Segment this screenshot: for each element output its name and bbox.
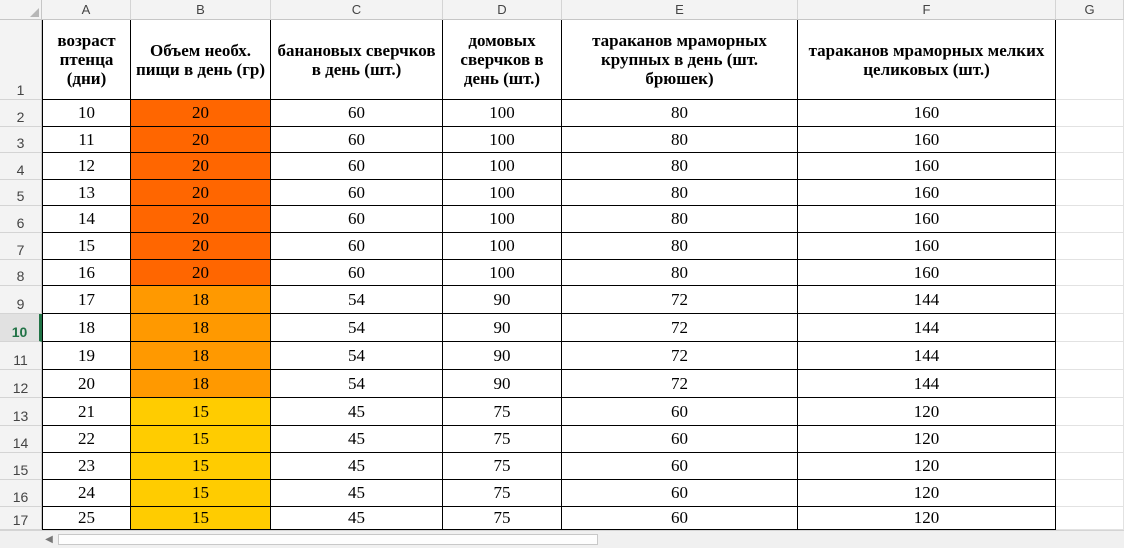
empty-cell-g10[interactable] xyxy=(1056,314,1124,342)
cell-d6[interactable]: 100 xyxy=(443,206,562,233)
cell-e15[interactable]: 60 xyxy=(562,453,798,480)
cell-e14[interactable]: 60 xyxy=(562,426,798,453)
cell-e5[interactable]: 80 xyxy=(562,180,798,206)
cell-f13[interactable]: 120 xyxy=(798,398,1056,426)
cell-b13[interactable]: 15 xyxy=(131,398,271,426)
cell-c4[interactable]: 60 xyxy=(271,153,443,180)
row-header-14[interactable]: 14 xyxy=(0,426,42,453)
cell-d11[interactable]: 90 xyxy=(443,342,562,370)
cell-f7[interactable]: 160 xyxy=(798,233,1056,260)
cell-b14[interactable]: 15 xyxy=(131,426,271,453)
cell-e7[interactable]: 80 xyxy=(562,233,798,260)
row-header-7[interactable]: 7 xyxy=(0,233,42,260)
column-header-b[interactable]: B xyxy=(131,0,271,20)
cell-b2[interactable]: 20 xyxy=(131,100,271,127)
cell-b12[interactable]: 18 xyxy=(131,370,271,398)
cell-b10[interactable]: 18 xyxy=(131,314,271,342)
column-header-d[interactable]: D xyxy=(443,0,562,20)
cell-f4[interactable]: 160 xyxy=(798,153,1056,180)
cell-b9[interactable]: 18 xyxy=(131,286,271,314)
cell-e11[interactable]: 72 xyxy=(562,342,798,370)
cell-c9[interactable]: 54 xyxy=(271,286,443,314)
cell-e2[interactable]: 80 xyxy=(562,100,798,127)
cell-e3[interactable]: 80 xyxy=(562,127,798,153)
cell-b11[interactable]: 18 xyxy=(131,342,271,370)
cell-f12[interactable]: 144 xyxy=(798,370,1056,398)
cell-e6[interactable]: 80 xyxy=(562,206,798,233)
cell-c6[interactable]: 60 xyxy=(271,206,443,233)
cell-b3[interactable]: 20 xyxy=(131,127,271,153)
column-header-e[interactable]: E xyxy=(562,0,798,20)
cell-b17[interactable]: 15 xyxy=(131,507,271,530)
cell-a10[interactable]: 18 xyxy=(42,314,131,342)
cell-c11[interactable]: 54 xyxy=(271,342,443,370)
cell-d4[interactable]: 100 xyxy=(443,153,562,180)
cell-d15[interactable]: 75 xyxy=(443,453,562,480)
cell-e17[interactable]: 60 xyxy=(562,507,798,530)
cell-f8[interactable]: 160 xyxy=(798,260,1056,286)
scroll-left-arrow-icon[interactable]: ◀ xyxy=(45,534,53,545)
row-header-13[interactable]: 13 xyxy=(0,398,42,426)
cell-d10[interactable]: 90 xyxy=(443,314,562,342)
empty-cell-g16[interactable] xyxy=(1056,480,1124,507)
select-all-corner[interactable] xyxy=(0,0,42,20)
cell-a12[interactable]: 20 xyxy=(42,370,131,398)
cell-f10[interactable]: 144 xyxy=(798,314,1056,342)
row-header-5[interactable]: 5 xyxy=(0,180,42,206)
cell-c3[interactable]: 60 xyxy=(271,127,443,153)
column-header-a[interactable]: A xyxy=(42,0,131,20)
row-header-17[interactable]: 17 xyxy=(0,507,42,530)
scrollbar-thumb[interactable] xyxy=(58,534,598,545)
cell-a9[interactable]: 17 xyxy=(42,286,131,314)
empty-cell-g4[interactable] xyxy=(1056,153,1124,180)
cell-d7[interactable]: 100 xyxy=(443,233,562,260)
cell-c8[interactable]: 60 xyxy=(271,260,443,286)
header-cell-f[interactable]: тараканов мраморных мелких целиковых (шт.) xyxy=(798,20,1056,100)
column-header-f[interactable]: F xyxy=(798,0,1056,20)
cell-b4[interactable]: 20 xyxy=(131,153,271,180)
cell-f16[interactable]: 120 xyxy=(798,480,1056,507)
header-cell-c[interactable]: банановых сверчков в день (шт.) xyxy=(271,20,443,100)
cell-e12[interactable]: 72 xyxy=(562,370,798,398)
cell-a16[interactable]: 24 xyxy=(42,480,131,507)
cell-b8[interactable]: 20 xyxy=(131,260,271,286)
empty-cell-g3[interactable] xyxy=(1056,127,1124,153)
cell-f14[interactable]: 120 xyxy=(798,426,1056,453)
cell-c17[interactable]: 45 xyxy=(271,507,443,530)
cell-d8[interactable]: 100 xyxy=(443,260,562,286)
cell-a15[interactable]: 23 xyxy=(42,453,131,480)
empty-cell-g11[interactable] xyxy=(1056,342,1124,370)
empty-cell-g2[interactable] xyxy=(1056,100,1124,127)
cell-a13[interactable]: 21 xyxy=(42,398,131,426)
cell-c14[interactable]: 45 xyxy=(271,426,443,453)
empty-cell-g14[interactable] xyxy=(1056,426,1124,453)
cell-e9[interactable]: 72 xyxy=(562,286,798,314)
row-header-8[interactable]: 8 xyxy=(0,260,42,286)
empty-cell-g9[interactable] xyxy=(1056,286,1124,314)
cell-f11[interactable]: 144 xyxy=(798,342,1056,370)
row-header-12[interactable]: 12 xyxy=(0,370,42,398)
cell-e10[interactable]: 72 xyxy=(562,314,798,342)
column-header-g[interactable]: G xyxy=(1056,0,1124,20)
row-header-4[interactable]: 4 xyxy=(0,153,42,180)
row-header-3[interactable]: 3 xyxy=(0,127,42,153)
cell-c10[interactable]: 54 xyxy=(271,314,443,342)
cell-a11[interactable]: 19 xyxy=(42,342,131,370)
empty-cell-g17[interactable] xyxy=(1056,507,1124,530)
row-header-6[interactable]: 6 xyxy=(0,206,42,233)
cell-f9[interactable]: 144 xyxy=(798,286,1056,314)
row-header-15[interactable]: 15 xyxy=(0,453,42,480)
empty-cell-g7[interactable] xyxy=(1056,233,1124,260)
header-cell-b[interactable]: Объем необх. пищи в день (гр) xyxy=(131,20,271,100)
cell-b16[interactable]: 15 xyxy=(131,480,271,507)
empty-cell-g6[interactable] xyxy=(1056,206,1124,233)
header-cell-e[interactable]: тараканов мраморных крупных в день (шт. брюшек) xyxy=(562,20,798,100)
row-header-2[interactable]: 2 xyxy=(0,100,42,127)
cell-a2[interactable]: 10 xyxy=(42,100,131,127)
empty-cell-g5[interactable] xyxy=(1056,180,1124,206)
cell-c13[interactable]: 45 xyxy=(271,398,443,426)
cell-c16[interactable]: 45 xyxy=(271,480,443,507)
row-header-9[interactable]: 9 xyxy=(0,286,42,314)
cell-d13[interactable]: 75 xyxy=(443,398,562,426)
row-header-1[interactable]: 1 xyxy=(0,20,42,100)
cell-f2[interactable]: 160 xyxy=(798,100,1056,127)
cell-b5[interactable]: 20 xyxy=(131,180,271,206)
cell-a14[interactable]: 22 xyxy=(42,426,131,453)
cell-d9[interactable]: 90 xyxy=(443,286,562,314)
row-header-16[interactable]: 16 xyxy=(0,480,42,507)
row-header-10[interactable]: 10 xyxy=(0,314,42,342)
cell-b6[interactable]: 20 xyxy=(131,206,271,233)
cell-a17[interactable]: 25 xyxy=(42,507,131,530)
cell-f17[interactable]: 120 xyxy=(798,507,1056,530)
cell-f15[interactable]: 120 xyxy=(798,453,1056,480)
empty-cell-g13[interactable] xyxy=(1056,398,1124,426)
empty-cell-g1[interactable] xyxy=(1056,20,1124,100)
empty-cell-g12[interactable] xyxy=(1056,370,1124,398)
cell-d16[interactable]: 75 xyxy=(443,480,562,507)
cell-e13[interactable]: 60 xyxy=(562,398,798,426)
cell-d12[interactable]: 90 xyxy=(443,370,562,398)
empty-cell-g8[interactable] xyxy=(1056,260,1124,286)
horizontal-scrollbar[interactable] xyxy=(0,530,1124,548)
cell-f3[interactable]: 160 xyxy=(798,127,1056,153)
cell-e16[interactable]: 60 xyxy=(562,480,798,507)
cell-a4[interactable]: 12 xyxy=(42,153,131,180)
cell-c7[interactable]: 60 xyxy=(271,233,443,260)
cell-c12[interactable]: 54 xyxy=(271,370,443,398)
cell-d5[interactable]: 100 xyxy=(443,180,562,206)
cell-a3[interactable]: 11 xyxy=(42,127,131,153)
header-cell-a[interactable]: возраст птенца (дни) xyxy=(42,20,131,100)
column-header-c[interactable]: C xyxy=(271,0,443,20)
cell-d14[interactable]: 75 xyxy=(443,426,562,453)
empty-cell-g15[interactable] xyxy=(1056,453,1124,480)
select-all-triangle-icon xyxy=(30,8,39,17)
cell-c2[interactable]: 60 xyxy=(271,100,443,127)
cell-b15[interactable]: 15 xyxy=(131,453,271,480)
cell-d2[interactable]: 100 xyxy=(443,100,562,127)
cell-d17[interactable]: 75 xyxy=(443,507,562,530)
cell-e8[interactable]: 80 xyxy=(562,260,798,286)
header-cell-d[interactable]: домовых сверчков в день (шт.) xyxy=(443,20,562,100)
cell-f5[interactable]: 160 xyxy=(798,180,1056,206)
cell-a7[interactable]: 15 xyxy=(42,233,131,260)
cell-a8[interactable]: 16 xyxy=(42,260,131,286)
cell-d3[interactable]: 100 xyxy=(443,127,562,153)
cell-b7[interactable]: 20 xyxy=(131,233,271,260)
cell-f6[interactable]: 160 xyxy=(798,206,1056,233)
cell-a5[interactable]: 13 xyxy=(42,180,131,206)
cell-c15[interactable]: 45 xyxy=(271,453,443,480)
cell-e4[interactable]: 80 xyxy=(562,153,798,180)
cell-a6[interactable]: 14 xyxy=(42,206,131,233)
row-header-11[interactable]: 11 xyxy=(0,342,42,370)
cell-c5[interactable]: 60 xyxy=(271,180,443,206)
